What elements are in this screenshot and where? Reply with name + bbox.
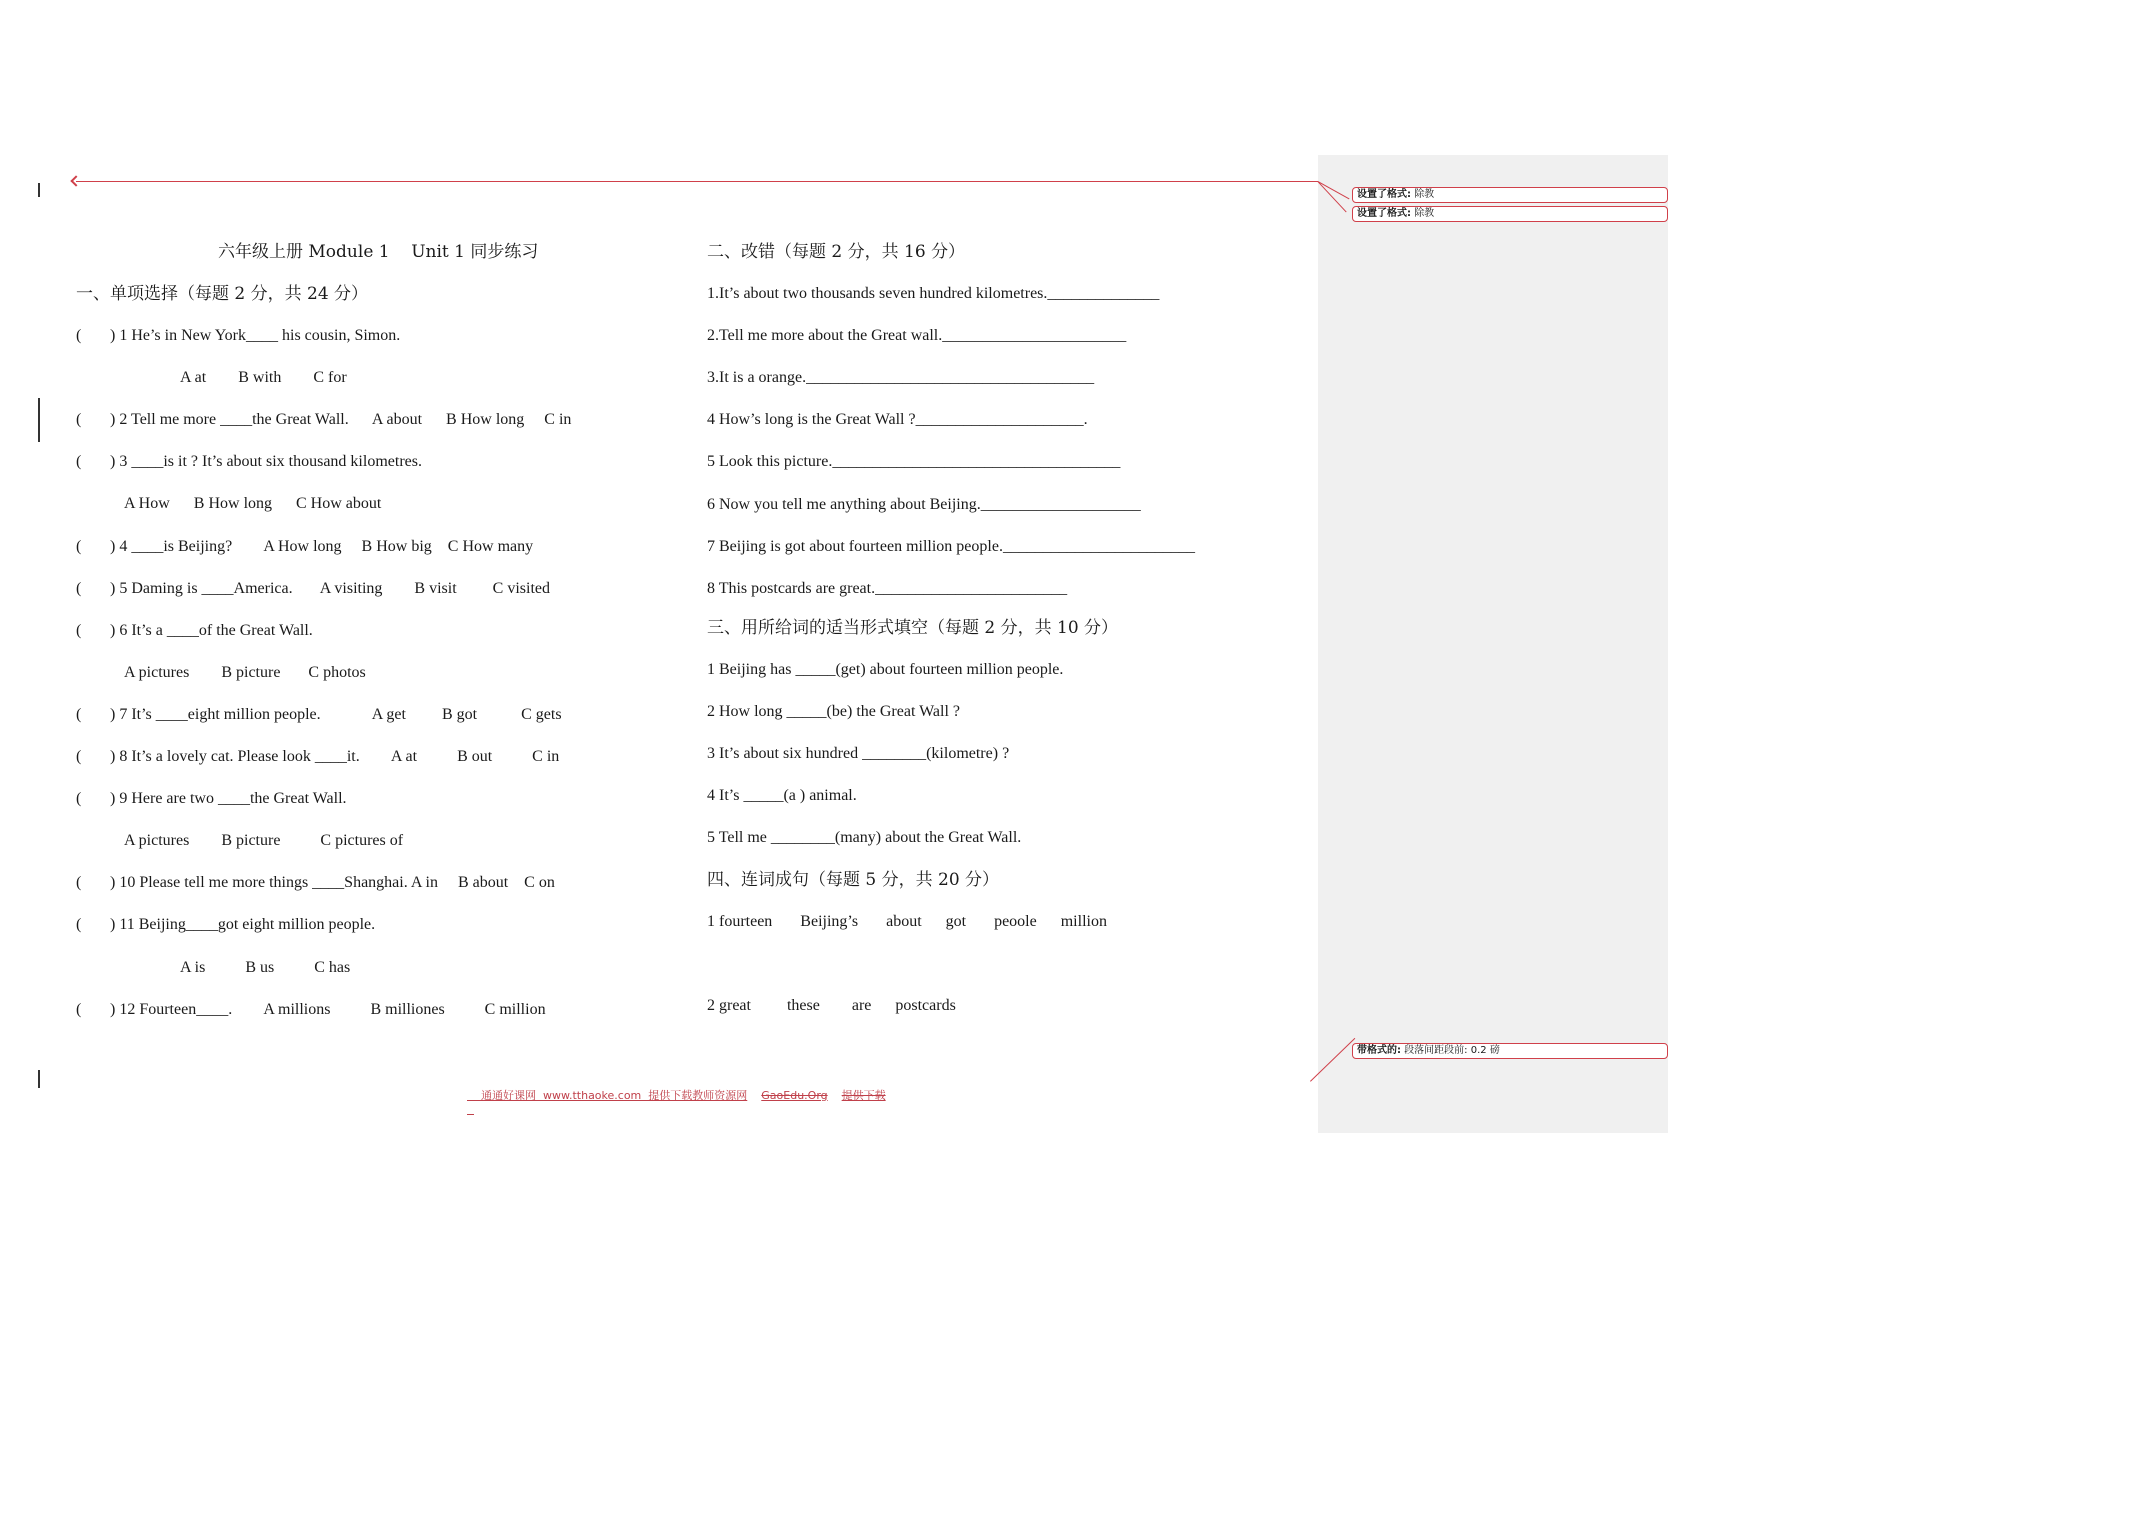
sentence-order-item: 2 great these are postcards xyxy=(707,997,956,1014)
correction-item: 5 Look this picture.____________________________________ xyxy=(707,453,1121,471)
comment-value: 除教 xyxy=(1414,208,1435,219)
correction-item: 7 Beijing is got about fourteen million people.________________________ xyxy=(707,537,1195,555)
answer-bracket: ( xyxy=(76,579,82,597)
correction-item: 1.It’s about two thousands seven hundred kilometres.______________ xyxy=(707,285,1160,302)
question-line: ) 12 Fourteen____. A millions B milliones C million xyxy=(110,1000,546,1018)
answer-bracket: ( xyxy=(76,874,82,892)
options-line: A is B us C has xyxy=(180,958,351,976)
question-line: ) 8 It’s a lovely cat. Please look ____it. A at B out C in xyxy=(110,748,560,765)
footer-download: 提供下载 xyxy=(841,1089,886,1102)
page-title: 六年级上册 Module 1 Unit 1 同步练习 xyxy=(218,242,539,262)
correction-item: 6 Now you tell me anything about Beijing.____________________ xyxy=(707,495,1141,513)
question-line: ) 4 ____is Beijing? A How long B How big C How many xyxy=(110,537,534,555)
answer-bracket: ( xyxy=(76,453,82,471)
answer-bracket: ( xyxy=(76,705,82,723)
comment-sidebar xyxy=(1318,155,1668,1133)
answer-bracket: ( xyxy=(76,621,82,639)
comment-label: 设置了格式: xyxy=(1357,189,1411,200)
correction-item: 2.Tell me more about the Great wall._______________________ xyxy=(707,327,1127,345)
question-line: ) 5 Daming is ____America. A visiting B visit C visited xyxy=(110,579,550,597)
answer-bracket: ( xyxy=(76,537,82,555)
fill-in-item: 3 It’s about six hundred ________(kilometre) ? xyxy=(707,745,1010,763)
correction-item: 3.It is a orange.____________________________________ xyxy=(707,369,1095,387)
answer-bracket: ( xyxy=(76,790,82,808)
options-line: A at B with C for xyxy=(180,369,347,387)
question-line: ) 10 Please tell me more things ____Shanghai. A in B about C on xyxy=(110,874,555,892)
section-heading-1: 一、单项选择（每题 2 分，共 24 分） xyxy=(76,284,369,304)
comment-value: 除教 xyxy=(1414,189,1435,200)
change-bar xyxy=(38,183,40,197)
answer-bracket: ( xyxy=(76,411,82,429)
correction-item: 4 How’s long is the Great Wall ?_____________________. xyxy=(707,411,1088,429)
correction-item: 8 This postcards are great.________________________ xyxy=(707,579,1068,597)
answer-bracket: ( xyxy=(76,327,82,344)
fill-in-item: 5 Tell me ________(many) about the Great Wall. xyxy=(707,829,1022,847)
fill-in-item: 1 Beijing has _____(get) about fourteen million people. xyxy=(707,661,1064,678)
revision-line xyxy=(76,181,1318,182)
options-line: A pictures B picture C pictures of xyxy=(124,832,404,850)
answer-bracket: ( xyxy=(76,916,82,934)
question-line: ) 2 Tell me more ____the Great Wall. A about B How long C in xyxy=(110,411,572,429)
section-heading-4: 四、连词成句（每题 5 分，共 20 分） xyxy=(707,870,1000,890)
question-line: ) 3 ____is it ? It’s about six thousand kilometres. xyxy=(110,453,422,471)
revision-anchor xyxy=(70,175,81,186)
section-heading-3: 三、用所给词的适当形式填空（每题 2 分，共 10 分） xyxy=(707,618,1119,638)
comment-value: 段落间距段前: 0.2 磅 xyxy=(1404,1045,1500,1056)
answer-bracket: ( xyxy=(76,748,82,765)
question-line: ) 11 Beijing____got eight million people. xyxy=(110,916,376,934)
question-line: ) 1 He’s in New York____ his cousin, Simon. xyxy=(110,327,401,344)
answer-bracket: ( xyxy=(76,1000,82,1018)
section-heading-2: 二、改错（每题 2 分，共 16 分） xyxy=(707,242,966,262)
comment-balloon-3[interactable] xyxy=(1352,1043,1668,1059)
fill-in-item: 4 It’s _____(a ) animal. xyxy=(707,787,857,805)
comment-label: 设置了格式: xyxy=(1357,208,1411,219)
question-line: ) 9 Here are two ____the Great Wall. xyxy=(110,790,347,808)
options-line: A How B How long C How about xyxy=(124,495,382,513)
comment-balloon-2[interactable] xyxy=(1352,206,1668,222)
sentence-order-item: 1 fourteen Beijing’s about got peoole million xyxy=(707,913,1107,930)
change-bar xyxy=(38,398,40,442)
question-line: ) 6 It’s a ____of the Great Wall. xyxy=(110,621,313,639)
footer-watermark xyxy=(467,1074,900,1116)
footer-site: 通通好课网 www.tthaoke.com 提供下载教师资源网 xyxy=(481,1089,748,1102)
comment-label: 带格式的: xyxy=(1357,1045,1401,1056)
question-line: ) 7 It’s ____eight million people. A get B got C gets xyxy=(110,705,562,723)
footer-domain: GaoEdu.Org xyxy=(761,1089,828,1102)
fill-in-item: 2 How long _____(be) the Great Wall ? xyxy=(707,703,961,721)
options-line: A pictures B picture C photos xyxy=(124,663,366,681)
comment-balloon-1[interactable] xyxy=(1352,187,1668,203)
change-bar xyxy=(38,1070,40,1088)
